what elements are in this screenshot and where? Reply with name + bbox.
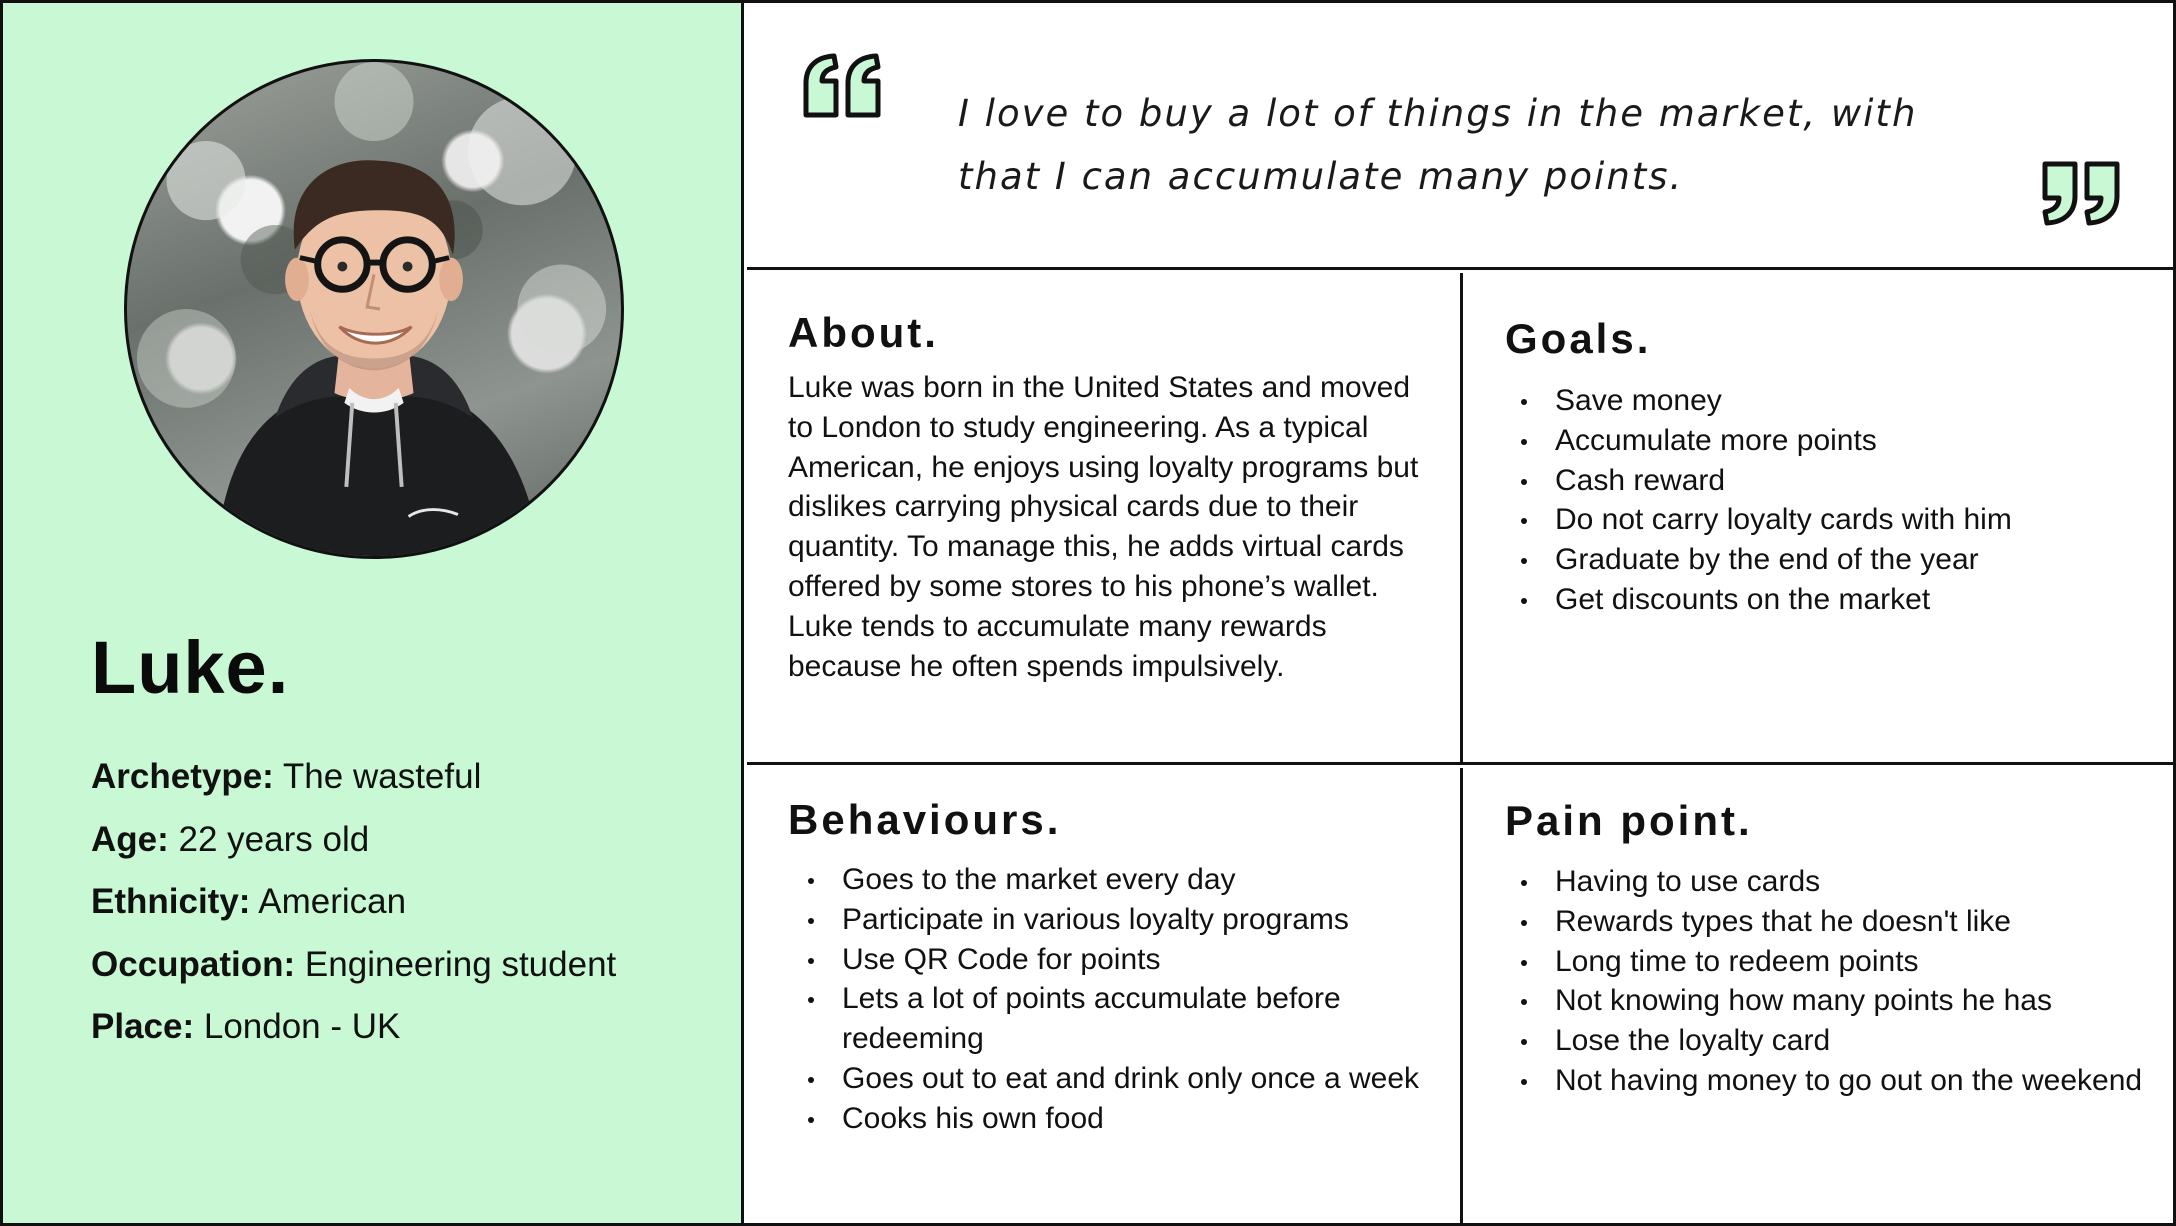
behaviours-heading: Behaviours. (788, 796, 1062, 843)
fact-occupation (91, 943, 616, 1006)
fact-value: American (258, 882, 407, 921)
list-item: Accumulate more points (1513, 421, 2153, 461)
persona-photo (124, 59, 624, 559)
fact-label: Place: (91, 1007, 195, 1046)
fact-value: 22 years old (178, 819, 370, 859)
fact-archetype (91, 755, 616, 818)
behaviours-list (800, 860, 1440, 1139)
list-item: Get discounts on the market (1513, 580, 2153, 620)
fact-value: Engineering student (304, 944, 617, 984)
list-item: Lose the loyalty card (1513, 1021, 2153, 1061)
list-item: Participate in various loyalty programs (800, 900, 1440, 940)
close-quote-icon (2039, 160, 2121, 226)
about-section (747, 273, 1463, 765)
list-item: Not knowing how many points he has (1513, 981, 2153, 1021)
fact-value: London - UK (203, 1007, 401, 1046)
list-item: Cooks his own food (800, 1099, 1440, 1139)
profile-panel (3, 3, 744, 1223)
list-item: Goes out to eat and drink only once a week (800, 1059, 1440, 1099)
fact-label: Age: (91, 819, 169, 859)
fact-age (91, 818, 616, 881)
fact-place (91, 1005, 616, 1068)
list-item: Not having money to go out on the weekend (1513, 1061, 2153, 1101)
quote-section (747, 6, 2176, 270)
list-item: Lets a lot of points accumulate before redeeming (800, 979, 1440, 1059)
list-item: Save money (1513, 381, 2153, 421)
list-item: Graduate by the end of the year (1513, 540, 2153, 580)
list-item: Goes to the market every day (800, 860, 1440, 900)
pain-points-heading: Pain point. (1505, 797, 1753, 844)
fact-label: Occupation: (91, 944, 296, 984)
quote-text: I love to buy a lot of things in the market, with that I can accumulate many points. (958, 92, 1918, 198)
person-illustration-icon (127, 62, 621, 556)
goals-list (1513, 381, 2153, 620)
goals-heading: Goals. (1505, 315, 1652, 362)
list-item: Long time to redeem points (1513, 942, 2153, 982)
open-quote-icon (802, 53, 884, 119)
behaviours-section (747, 768, 1463, 1223)
goals-section (1463, 273, 2176, 765)
list-item: Use QR Code for points (800, 940, 1440, 980)
persona-facts (91, 755, 616, 1068)
about-text: Luke was born in the United States and moved to London to study engineering. As a typical American, he enjoys using loyalty programs but dislikes carrying physical cards due to their quantity. To manage this, he adds virtual cards offered by some stores to his phone’s wallet. Luke tends to accumulate many rewards because he often spends impulsively. (788, 371, 1419, 683)
pain-points-list (1513, 862, 2153, 1101)
fact-ethnicity (91, 880, 616, 943)
fact-label: Ethnicity: (91, 882, 251, 921)
list-item: Having to use cards (1513, 862, 2153, 902)
list-item: Do not carry loyalty cards with him (1513, 500, 2153, 540)
persona-name: Luke. (91, 626, 290, 709)
about-heading: About. (788, 309, 939, 356)
pain-points-section (1463, 768, 2176, 1223)
list-item: Rewards types that he doesn't like (1513, 902, 2153, 942)
list-item: Cash reward (1513, 461, 2153, 501)
fact-value: The wasteful (282, 757, 482, 796)
fact-label: Archetype: (91, 757, 274, 796)
